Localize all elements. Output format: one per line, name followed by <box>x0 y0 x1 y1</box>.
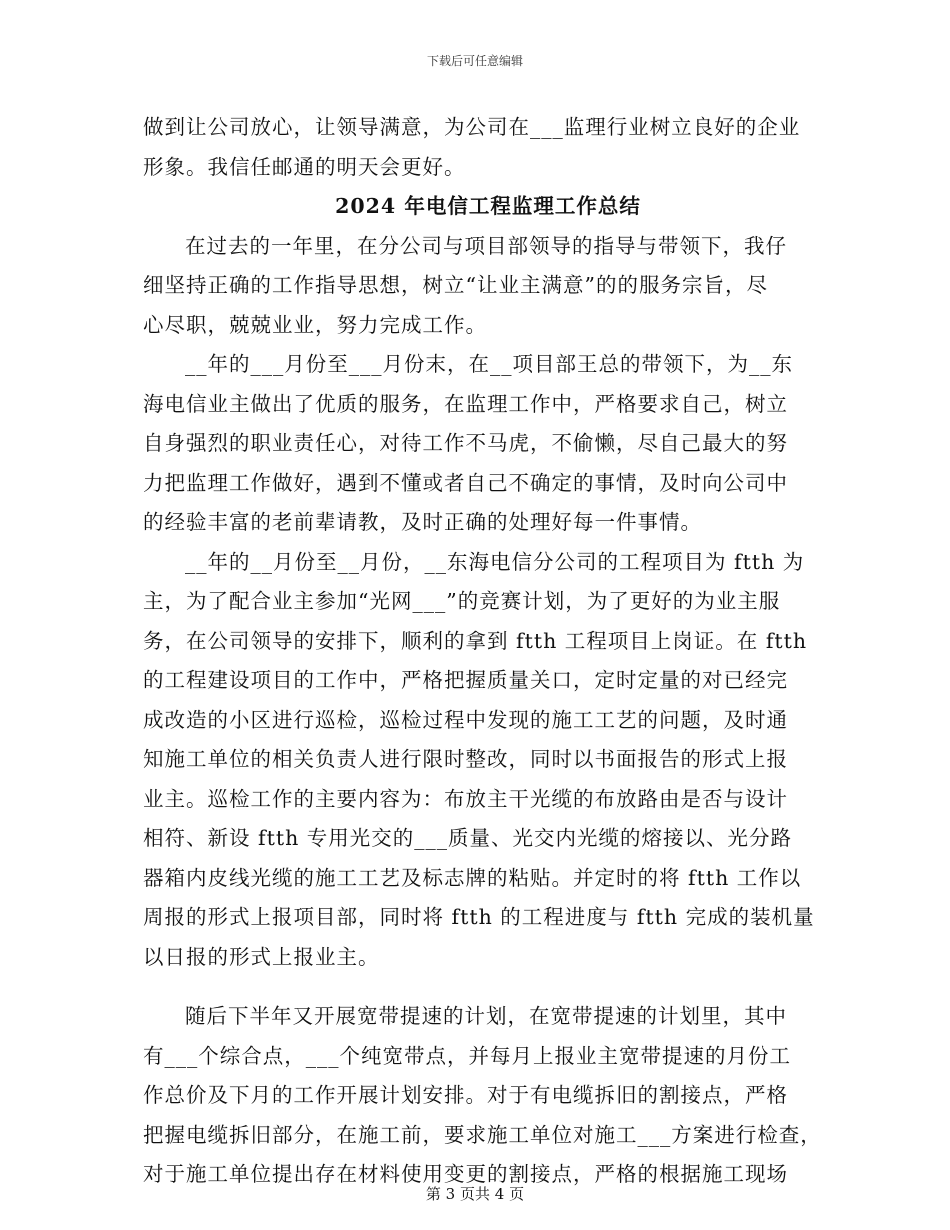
text-line: 知施工单位的相关负责人进行限时整改，同时以书面报告的形式上报 <box>143 747 788 771</box>
text-line: __年的__月份至__月份，__东海电信分公司的工程项目为 ftth 为 <box>185 549 805 574</box>
text-line: __年的___月份至___月份末，在__项目部王总的带领下，为__东 <box>185 352 793 376</box>
text-line: 随后下半年又开展宽带提速的计划，在宽带提速的计划里，其中 <box>185 1004 787 1028</box>
text-line: 主，为了配合业主参加“光网___”的竞赛计划，为了更好的为业主服 <box>143 589 781 613</box>
text-line: 形象。我信任邮通的明天会更好。 <box>143 154 466 179</box>
text-line: 海电信业主做出了优质的服务，在监理工作中，严格要求自己，树立 <box>143 391 788 416</box>
text-line: 业主。巡检工作的主要内容为：布放主干光缆的布放路由是否与设计 <box>143 786 788 811</box>
text-line: 力把监理工作做好，遇到不懂或者自己不确定的事情，及时向公司中 <box>143 470 788 495</box>
text-line: 器箱内皮线光缆的施工工艺及标志牌的粘贴。并定时的将 ftth 工作以 <box>143 865 802 890</box>
text-line: 在过去的一年里，在分公司与项目部领导的指导与带领下，我仔 <box>185 233 787 258</box>
document-title: 2024 年电信工程监理工作总结 <box>335 194 641 218</box>
text-line: 成改造的小区进行巡检，巡检过程中发现的施工工艺的问题，及时通 <box>143 707 788 732</box>
text-line: 做到让公司放心，让领导满意，为公司在___监理行业树立良好的企业 <box>143 115 801 139</box>
page-footer: 第 3 页共 4 页 <box>425 1185 525 1203</box>
page-header: 下载后可任意编辑 <box>426 54 523 68</box>
text-line: 周报的形式上报项目部，同时将 ftth 的工程进度与 ftth 完成的装机量 <box>143 905 815 929</box>
text-line: 的经验丰富的老前辈请教，及时正确的处理好每一件事情。 <box>143 510 702 534</box>
text-line: 作总价及下月的工作开展计划安排。对于有电缆拆旧的割接点，严格 <box>143 1083 788 1107</box>
text-line: 务，在公司领导的安排下，顺利的拿到 ftth 工程项目上岗证。在 ftth <box>143 628 808 653</box>
text-line: 对于施工单位提出存在材料使用变更的割接点，严格的根据施工现场 <box>143 1162 788 1186</box>
text-line: 把握电缆拆旧部分，在施工前，要求施工单位对施工___方案进行检查， <box>143 1122 822 1147</box>
text-line: 以日报的形式上报业主。 <box>143 944 380 969</box>
text-line: 相符、新设 ftth 专用光交的___质量、光交内光缆的熔接以、光分路 <box>143 826 793 850</box>
text-line: 细坚持正确的工作指导思想，树立“让业主满意”的的服务宗旨，尽 <box>143 273 768 297</box>
text-line: 自身强烈的职业责任心，对待工作不马虎，不偷懒，尽自己最大的努 <box>143 431 788 455</box>
text-line: 的工程建设项目的工作中，严格把握质量关口，定时定量的对已经完 <box>143 668 788 692</box>
document-body <box>143 108 822 1195</box>
text-line: 有___个综合点，___个纯宽带点，并每月上报业主宽带提速的月份工 <box>143 1043 791 1068</box>
paragraph-gap <box>143 977 815 997</box>
text-line: 心尽职，兢兢业业，努力完成工作。 <box>143 312 487 337</box>
